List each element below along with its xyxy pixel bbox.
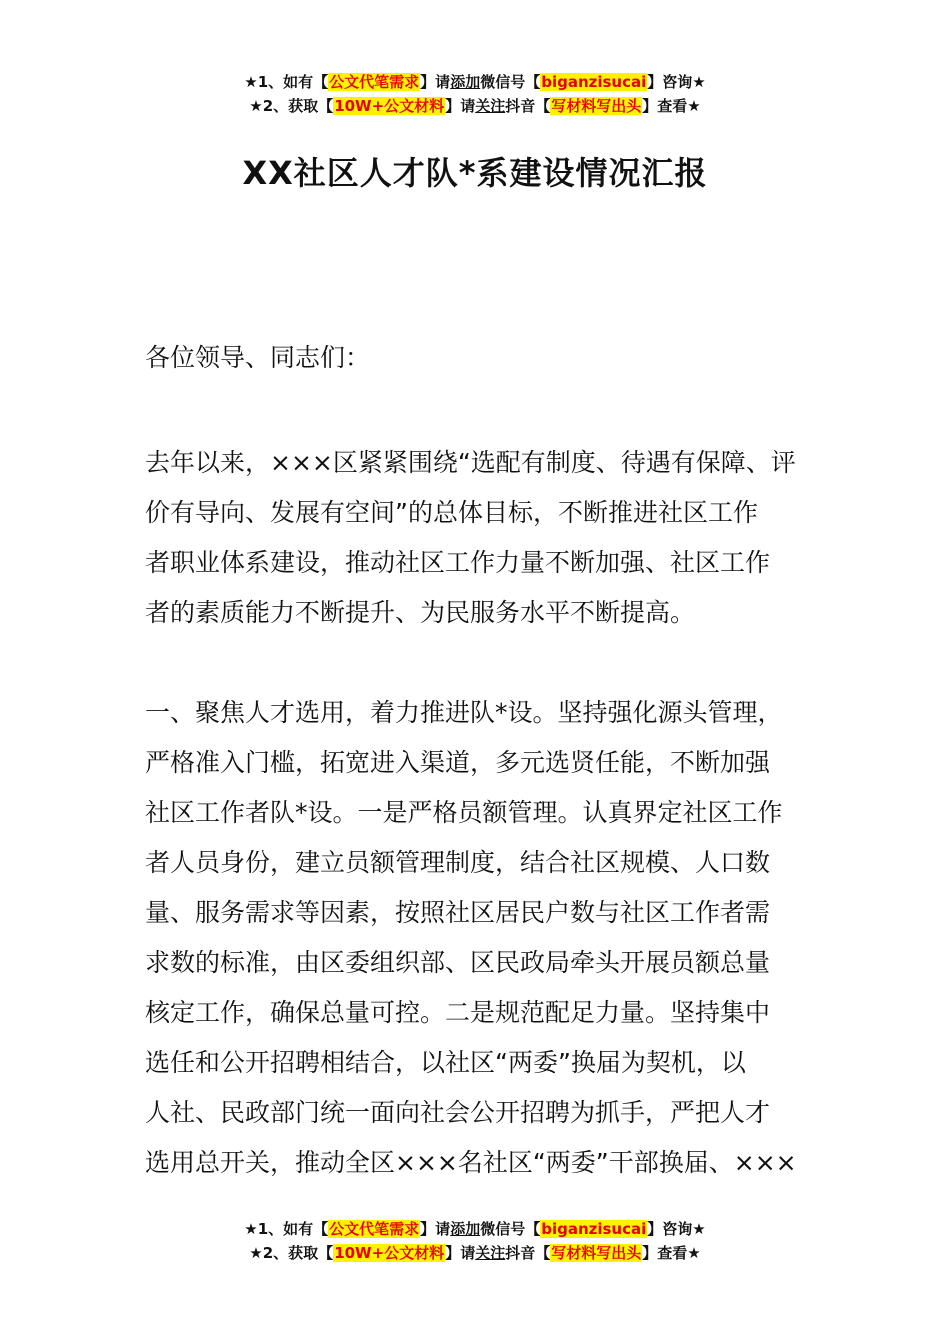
paragraph-line: 一、聚焦人才选用，着力推进队*设。坚持强化源头管理， [145, 698, 783, 727]
highlight-service: 公文代笔需求 [329, 1220, 420, 1238]
paragraph-intro [145, 438, 810, 638]
promo-banner-top [0, 70, 950, 118]
highlight-douyin: 写材料写出头 [551, 97, 642, 115]
paragraph-line: 核定工作，确保总量可控。二是规范配足力量。坚持集中 [145, 998, 771, 1027]
highlight-materials: 10W+公文材料 [334, 97, 445, 115]
paragraph-line: 人社、民政部门统一面向社会公开招聘为抓手，严把人才 [145, 1098, 771, 1127]
highlight-wechat-id: biganzisucai [541, 73, 647, 91]
paragraph-line: 严格准入门槛，拓宽进入渠道，多元选贤任能，不断加强 [145, 748, 771, 777]
paragraph-line: 价有导向、发展有空间”的总体目标，不断推进社区工作 [145, 498, 758, 527]
highlight-service: 公文代笔需求 [329, 73, 420, 91]
banner-line-1: ★1、如有【公文代笔需求】请添加微信号【biganzisucai】咨询★ [244, 1220, 706, 1238]
paragraph-line: 社区工作者队*设。一是严格员额管理。认真界定社区工作 [145, 798, 783, 827]
banner-line-2: ★2、获取【10W+公文材料】请关注抖音【写材料写出头】查看★ [249, 97, 701, 115]
highlight-materials: 10W+公文材料 [334, 1244, 445, 1262]
banner-line-2: ★2、获取【10W+公文材料】请关注抖音【写材料写出头】查看★ [249, 1244, 701, 1262]
paragraph-line: 量、服务需求等因素，按照社区居民户数与社区工作者需 [145, 898, 771, 927]
greeting: 各位领导、同志们： [145, 343, 371, 372]
paragraph-line: 选用总开关，推动全区×××名社区“两委”干部换届、××× [145, 1148, 797, 1177]
paragraph-line: 选任和公开招聘相结合，以社区“两委”换届为契机，以 [145, 1048, 746, 1077]
paragraph-line: 者的素质能力不断提升、为民服务水平不断提高。 [145, 598, 696, 627]
highlight-wechat-id: biganzisucai [541, 1220, 647, 1238]
highlight-douyin: 写材料写出头 [551, 1244, 642, 1262]
document-title: XX社区人才队*系建设情况汇报 [242, 154, 708, 192]
paragraph-line: 去年以来，×××区紧紧围绕“选配有制度、待遇有保障、评 [145, 448, 796, 477]
paragraph-line: 求数的标准，由区委组织部、区民政局牵头开展员额总量 [145, 948, 771, 977]
promo-banner-bottom [0, 1217, 950, 1265]
paragraph-line: 者职业体系建设，推动社区工作力量不断加强、社区工作 [145, 548, 771, 577]
banner-line-1: ★1、如有【公文代笔需求】请添加微信号【biganzisucai】咨询★ [244, 73, 706, 91]
paragraph-line: 者人员身份，建立员额管理制度，结合社区规模、人口数 [145, 848, 771, 877]
paragraph-section-one [145, 688, 810, 1188]
